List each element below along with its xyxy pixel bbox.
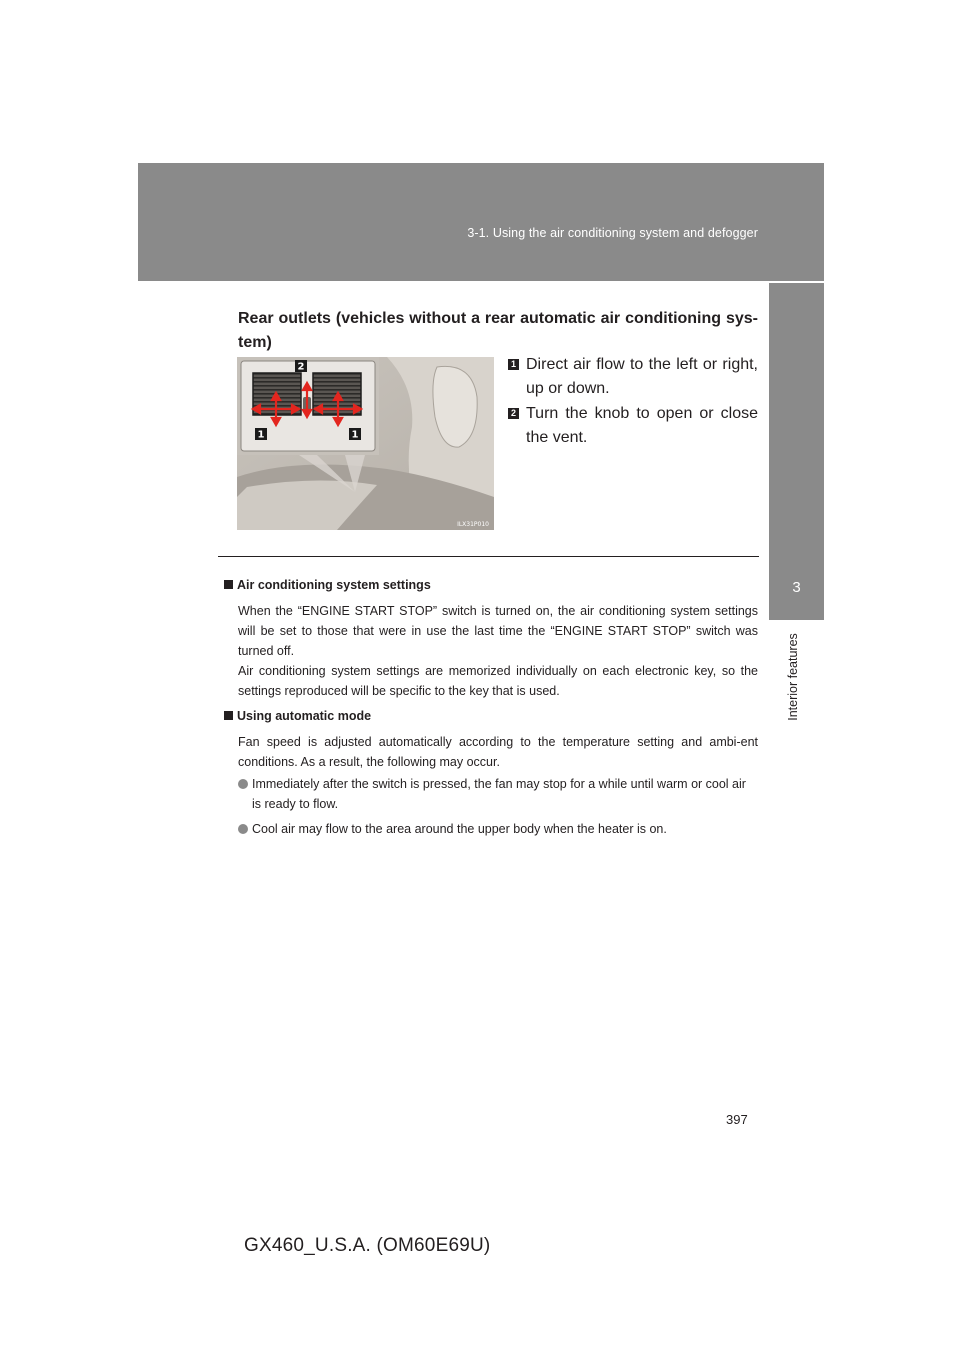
note-heading-ac-settings: Air conditioning system settings: [224, 578, 431, 592]
round-bullet-icon: [238, 779, 248, 789]
step-marker-2: 2: [508, 408, 519, 419]
round-bullet-icon: [238, 824, 248, 834]
callout-1-right: 1: [351, 429, 359, 441]
chapter-section-title: 3-1. Using the air conditioning system and defogger: [467, 226, 758, 240]
header-band: [138, 163, 824, 281]
note-paragraph: When the “ENGINE START STOP” switch is turned on, the air conditioning system settings will be set to those that were in use the last time the “ENGINE START STOP” switch was turned off.: [238, 604, 758, 658]
step-1-text: Direct air flow to the left or right, up or down.: [526, 356, 758, 397]
callout-1-left: 1: [257, 429, 265, 441]
document-code: GX460_U.S.A. (OM60E69U): [244, 1235, 491, 1256]
square-bullet-icon: [224, 711, 233, 720]
step-1: [508, 353, 758, 401]
figure-code: ILX31P010: [457, 521, 489, 528]
chapter-tab-label: [773, 622, 813, 732]
step-2: [508, 402, 758, 450]
step-2-text: Turn the knob to open or close the vent.: [526, 405, 758, 446]
chapter-label-text: Interior features: [786, 633, 800, 721]
section-heading: Rear outlets (vehicles without a rear automatic air conditioning sys-tem): [238, 310, 758, 351]
note-paragraph: Air conditioning system settings are memorized individually on each electronic key, so the settings reproduced will be specific to the key that is used.: [238, 664, 758, 698]
step-marker-1: 1: [508, 359, 519, 370]
note-heading-automatic-mode: Using automatic mode: [224, 709, 371, 723]
square-bullet-icon: [224, 580, 233, 589]
section-divider: [218, 556, 759, 557]
page-number: 397: [726, 1112, 748, 1127]
callout-2: 2: [297, 361, 305, 373]
bullet-item: Immediately after the switch is pressed, the fan may stop for a while until warm or cool air is ready to flow.: [238, 774, 758, 814]
rear-outlets-illustration: [237, 357, 494, 530]
note-paragraph: Fan speed is adjusted automatically according to the temperature setting and ambi-ent conditions. As a result, the following may occur.: [238, 735, 758, 769]
bullet-item: Cool air may flow to the area around the upper body when the heater is on.: [238, 819, 758, 839]
chapter-number: 3: [792, 579, 801, 596]
chapter-tab: [769, 283, 824, 620]
